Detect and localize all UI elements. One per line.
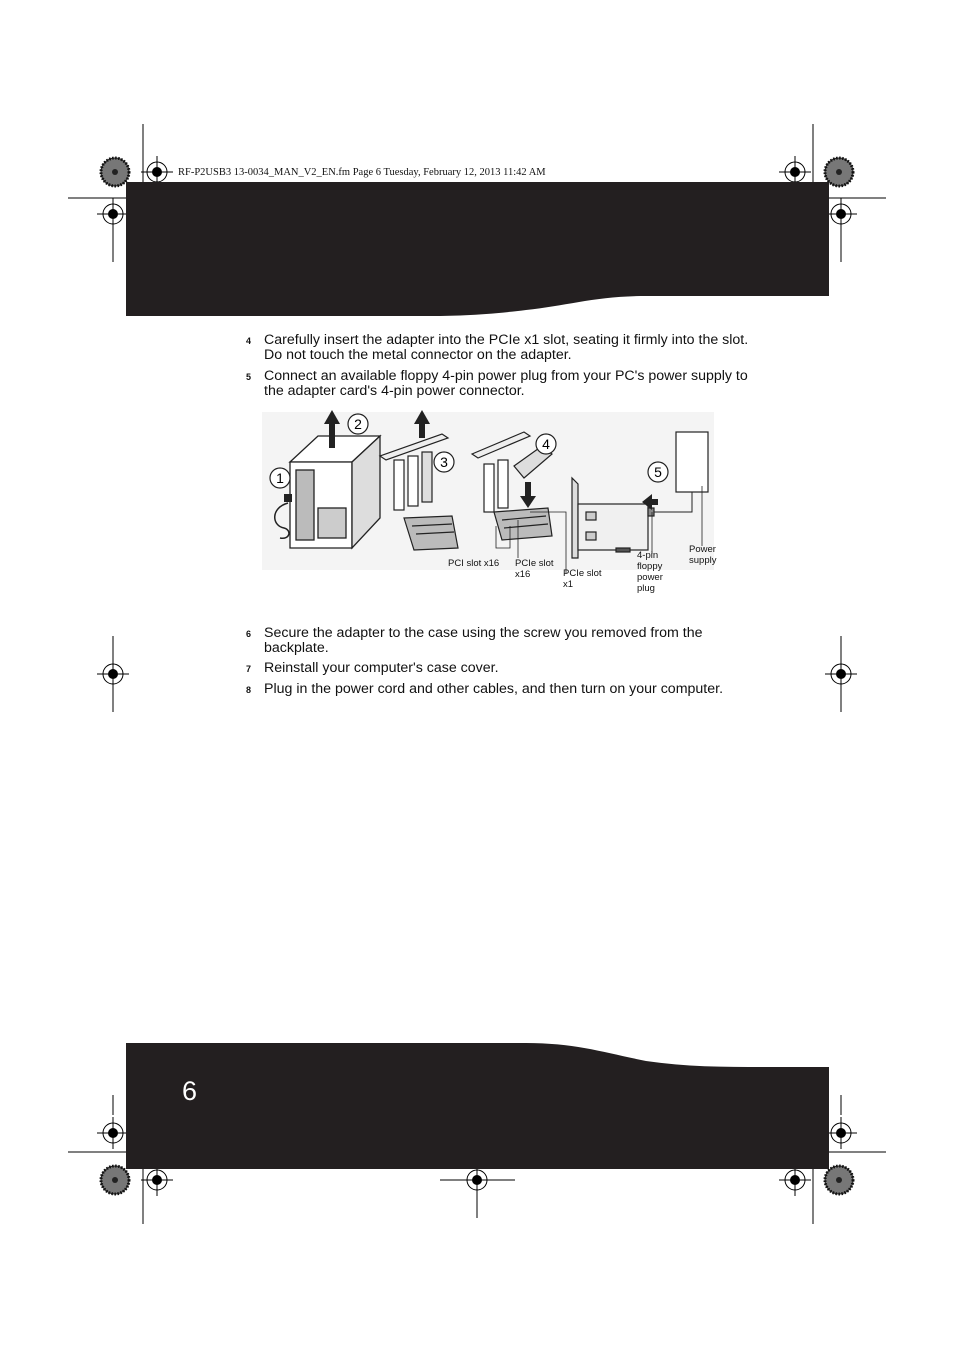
label-pci-slot-x16: PCI slot x16 xyxy=(448,558,500,569)
callout-2-number: 2 xyxy=(354,416,362,432)
header-banner xyxy=(126,182,829,318)
step-8 xyxy=(246,682,756,714)
callout-1-number: 1 xyxy=(276,470,284,486)
step-number: 5 xyxy=(246,372,252,382)
step-number: 8 xyxy=(246,685,252,695)
color-bar-mark xyxy=(825,158,853,186)
color-bar-mark xyxy=(101,158,129,186)
color-bar-mark xyxy=(101,1166,129,1194)
step-text: Connect an available floppy 4-pin power plug from your PC's power supply to the adapter card's 4-pin power connector. xyxy=(264,368,748,399)
step-text: Reinstall your computer's case cover. xyxy=(264,660,499,676)
step-text: Plug in the power cord and other cables, and then turn on your computer. xyxy=(264,681,724,697)
pc-tower-illustration xyxy=(290,436,380,548)
label-pcie-slot-x1: PCIe slot x1 xyxy=(563,568,602,590)
label-power-supply: Power supply xyxy=(689,544,717,566)
file-info: RF-P2USB3 13-0034_MAN_V2_EN.fm Page 6 Tuesday, February 12, 2013 11:42 AM xyxy=(178,167,546,178)
registration-mark xyxy=(825,198,857,230)
step-7 xyxy=(246,661,756,677)
registration-mark xyxy=(825,1117,857,1149)
label-pcie-slot-x16: PCIe slot x16 xyxy=(515,558,554,580)
step-4 xyxy=(246,333,756,365)
step-6 xyxy=(246,626,756,658)
page-number: 6 xyxy=(182,1076,198,1106)
step-number: 4 xyxy=(246,336,252,346)
color-bar-mark xyxy=(825,1166,853,1194)
callout-5-number: 5 xyxy=(654,464,662,480)
step-number: 7 xyxy=(246,664,252,674)
label-floppy-power-plug: 4-pin floppy power plug xyxy=(637,550,663,594)
registration-mark xyxy=(97,1117,129,1149)
step-text: Carefully insert the adapter into the PCIe x1 slot, seating it firmly into the slot. Do not touch the metal connector on the adapter. xyxy=(264,332,749,363)
power-supply-illustration xyxy=(676,432,708,492)
step-5 xyxy=(246,369,756,401)
registration-mark xyxy=(97,198,129,230)
step-text: Secure the adapter to the case using the screw you removed from the backplate. xyxy=(264,625,703,656)
footer-banner xyxy=(126,1043,829,1169)
callout-3-number: 3 xyxy=(440,454,448,470)
callout-4-number: 4 xyxy=(542,436,550,452)
step-number: 6 xyxy=(246,629,252,639)
